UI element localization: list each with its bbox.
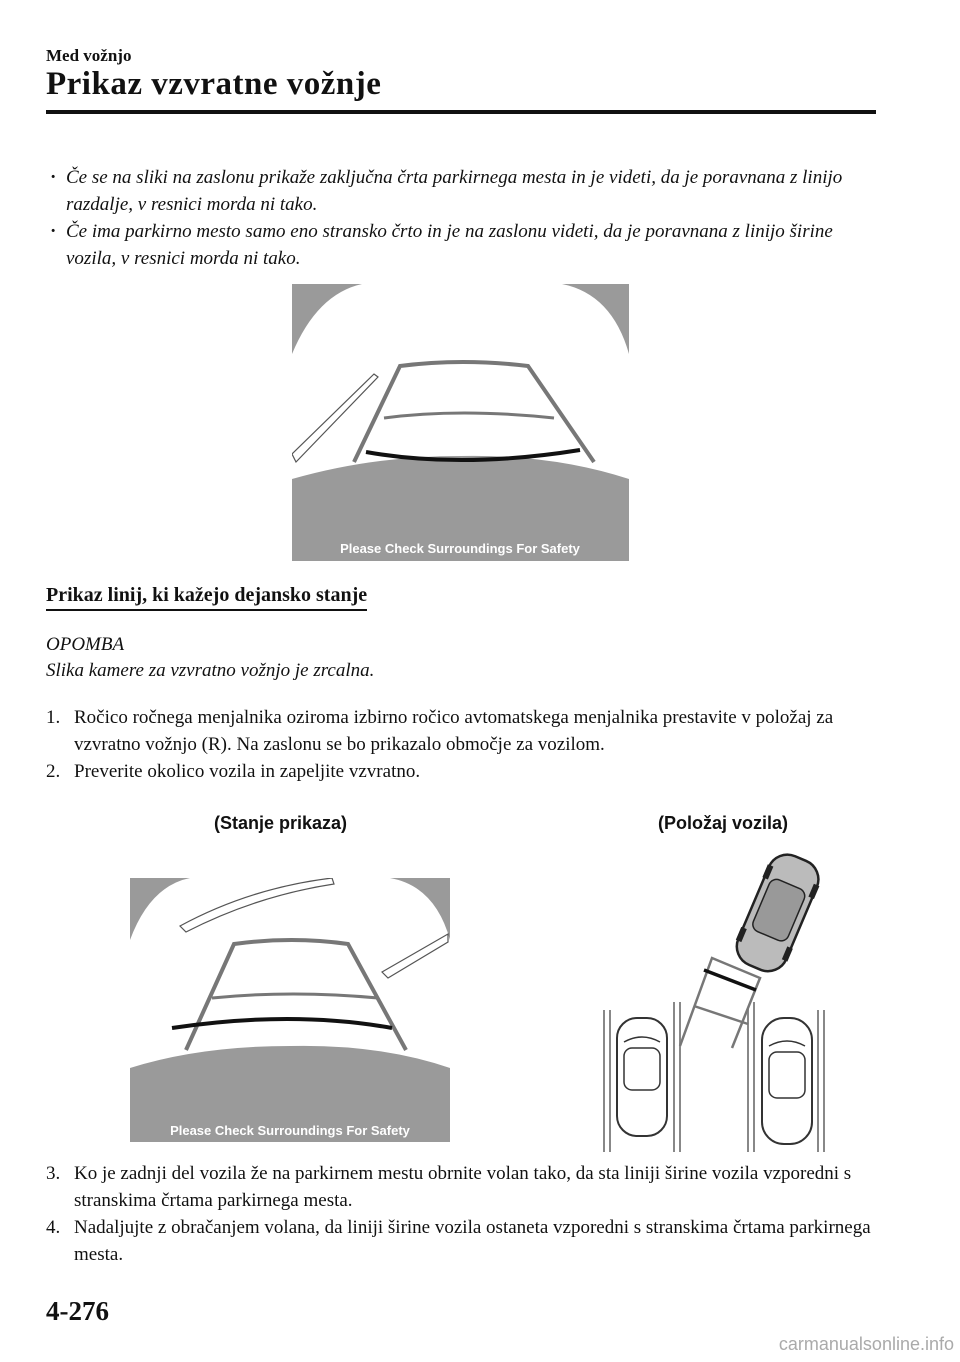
watermark-text[interactable]: carmanualsonline.info [778,1334,954,1354]
step-text: Nadaljujte z obračanjem volana, da liniji širine vozila ostaneta vzporedni s stranskima črtama parkirnega mesta. [74,1217,871,1265]
caption-vehicle-position: (Položaj vozila) [658,813,789,833]
bullet-dot: · [50,167,57,188]
step-text: Ko je zadnji del vozila že na parkirnem mestu obrnite volan tako, da sta liniji širine vozila vzporedni s stranskima črtama parkirnega mesta. [74,1163,852,1211]
bullet-text: Če se na sliki na zaslonu prikaže zaključna črta parkirnega mesta in je videti, da je poravnana z linijo razdalje, v resnici morda ni tako. [66,167,843,215]
reversing-car [729,852,827,978]
step-number: 2. [46,761,61,782]
safety-message: Please Check Surroundings For Safety [170,1123,410,1138]
safety-message: Please Check Surroundings For Safety [340,541,580,556]
vehicle-position-diagram [590,852,840,1152]
parked-car-left [617,1018,667,1136]
caption-display-state: (Stanje prikaza) [214,813,348,833]
parked-car-right [762,1018,812,1144]
bullet-text: Če ima parkirno mesto samo eno stransko črto in je na zaslonu videti, da je poravnana z linijo širine vozila, v resnici morda ni tako. [66,221,833,269]
camera-screen-figure-1 [292,284,629,561]
step-number: 3. [46,1163,61,1184]
camera-screen-figure-2 [130,878,450,1142]
subheading: Prikaz linij, ki kažejo dejansko stanje [46,584,367,611]
note-label: OPOMBA [46,634,125,655]
section-label: Med vožnjo [46,46,132,65]
step-number: 1. [46,707,61,728]
title-rule [46,110,876,114]
note-text: Slika kamere za vzvratno vožnjo je zrcalna. [46,660,375,681]
step-text: Ročico ročnega menjalnika oziroma izbirno ročico avtomatskega menjalnika prestavite v položaj za vzvratno vožnjo (R). Na zaslonu se bo prikazalo območje za vozilom. [74,707,834,755]
bullet-dot: · [50,221,57,242]
page-title: Prikaz vzvratne vožnje [46,66,382,102]
step-text: Preverite okolico vozila in zapeljite vzvratno. [74,761,421,782]
page-number: 4-276 [46,1296,109,1326]
step-number: 4. [46,1217,61,1238]
